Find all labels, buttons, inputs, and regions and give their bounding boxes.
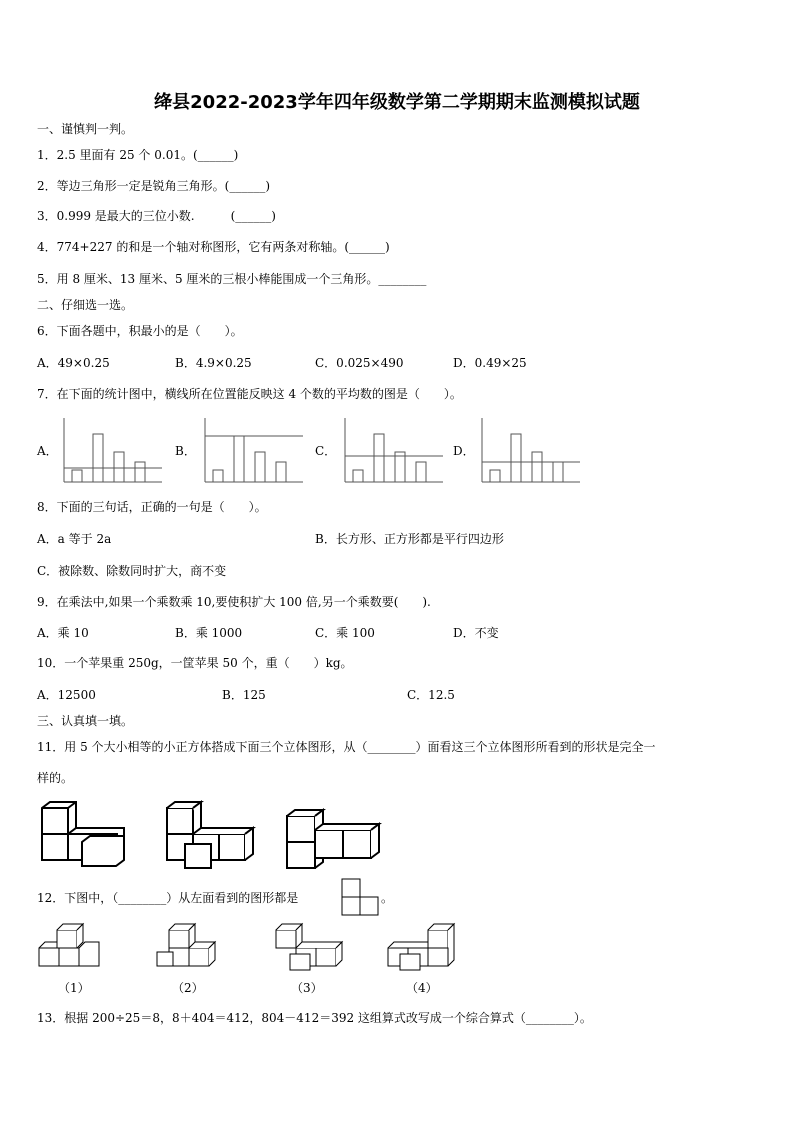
q7-chart-a: [62, 418, 162, 484]
q12-label-1: （1）: [58, 981, 90, 995]
section-heading-choose: 二、仔细选一选。: [37, 298, 134, 312]
question-12: 12．下图中，（________）从左面看到的图形都是: [37, 891, 299, 905]
q10-option-b: B．125: [222, 688, 266, 702]
q7-option-c: C．: [315, 444, 337, 458]
question-11-line1: 11．用 5 个大小相等的小正方体搭成下面三个立体图形，从（________）面看这三个立体图形所看到的形状是完全一: [37, 740, 656, 754]
q12-label-3: （3）: [291, 981, 323, 995]
question-1: 1．2.5 里面有 25 个 0.01。(______): [37, 148, 239, 162]
q7-chart-b: [203, 418, 303, 484]
q7-option-d: D．: [453, 444, 475, 458]
question-6: 6．下面各题中，积最小的是（ ）。: [37, 324, 243, 338]
q6-option-d: D．0.49×25: [453, 356, 527, 370]
q8-option-a: A．a 等于 2a: [37, 532, 112, 546]
q10-option-a: A．12500: [37, 688, 96, 702]
question-3: 3．0.999 是最大的三位小数. (______): [37, 209, 276, 223]
q7-option-b: B．: [175, 444, 196, 458]
q7-chart-d: [480, 418, 580, 484]
q12-figure-2: [155, 922, 221, 970]
q11-figure-1: [40, 800, 140, 862]
q9-option-a: A．乘 10: [37, 626, 89, 640]
q12-figure-4: [386, 922, 454, 970]
question-13: 13．根据 200÷25＝8，8＋404＝412，804－412＝392 这组算式改写成一个综合算式（________）。: [37, 1011, 592, 1025]
question-9: 9．在乘法中,如果一个乘数乘 10,要使积扩大 100 倍,另一个乘数要( ).: [37, 595, 431, 609]
q12-label-4: （4）: [406, 981, 438, 995]
question-4: 4．774+227 的和是一个轴对称图形，它有两条对称轴。(______): [37, 240, 390, 254]
q7-chart-c: [343, 418, 443, 484]
q6-option-c: C．0.025×490: [315, 356, 404, 370]
q12-figure-1: [37, 922, 103, 970]
q9-option-b: B．乘 1000: [175, 626, 243, 640]
q7-option-a: A．: [37, 444, 58, 458]
q11-figure-2: [165, 800, 265, 862]
section-heading-judge: 一、谨慎判一判。: [37, 122, 134, 136]
question-8: 8．下面的三句话，正确的一句是（ ）。: [37, 500, 267, 514]
question-2: 2．等边三角形一定是锐角三角形。(______): [37, 179, 270, 193]
q6-option-a: A．49×0.25: [37, 356, 110, 370]
q11-figure-3: [285, 808, 385, 870]
q8-option-b: B．长方形、正方形都是平行四边形: [315, 532, 504, 546]
question-7: 7．在下面的统计图中，横线所在位置能反映这 4 个数的平均数的图是（ ）。: [37, 387, 462, 401]
q9-option-c: C．乘 100: [315, 626, 375, 640]
q12-figure-3: [272, 922, 342, 970]
question-12-end: 。: [381, 891, 394, 905]
q10-option-c: C．12.5: [407, 688, 455, 702]
q12-label-2: （2）: [172, 981, 204, 995]
question-10: 10．一个苹果重 250g，一筐苹果 50 个，重（ ）kg。: [37, 656, 353, 670]
question-5: 5．用 8 厘米、13 厘米、5 厘米的三根小棒能围成一个三角形。________: [37, 272, 427, 286]
q6-option-b: B．4.9×0.25: [175, 356, 252, 370]
page-title: 绛县2022-2023学年四年级数学第二学期期末监测模拟试题: [154, 92, 640, 113]
q12-reference-shape: [341, 878, 381, 918]
section-heading-fill: 三、认真填一填。: [37, 714, 134, 728]
q9-option-d: D．不变: [453, 626, 499, 640]
q8-option-c: C．被除数、除数同时扩大，商不变: [37, 564, 227, 578]
question-11-line2: 样的。: [37, 771, 74, 785]
